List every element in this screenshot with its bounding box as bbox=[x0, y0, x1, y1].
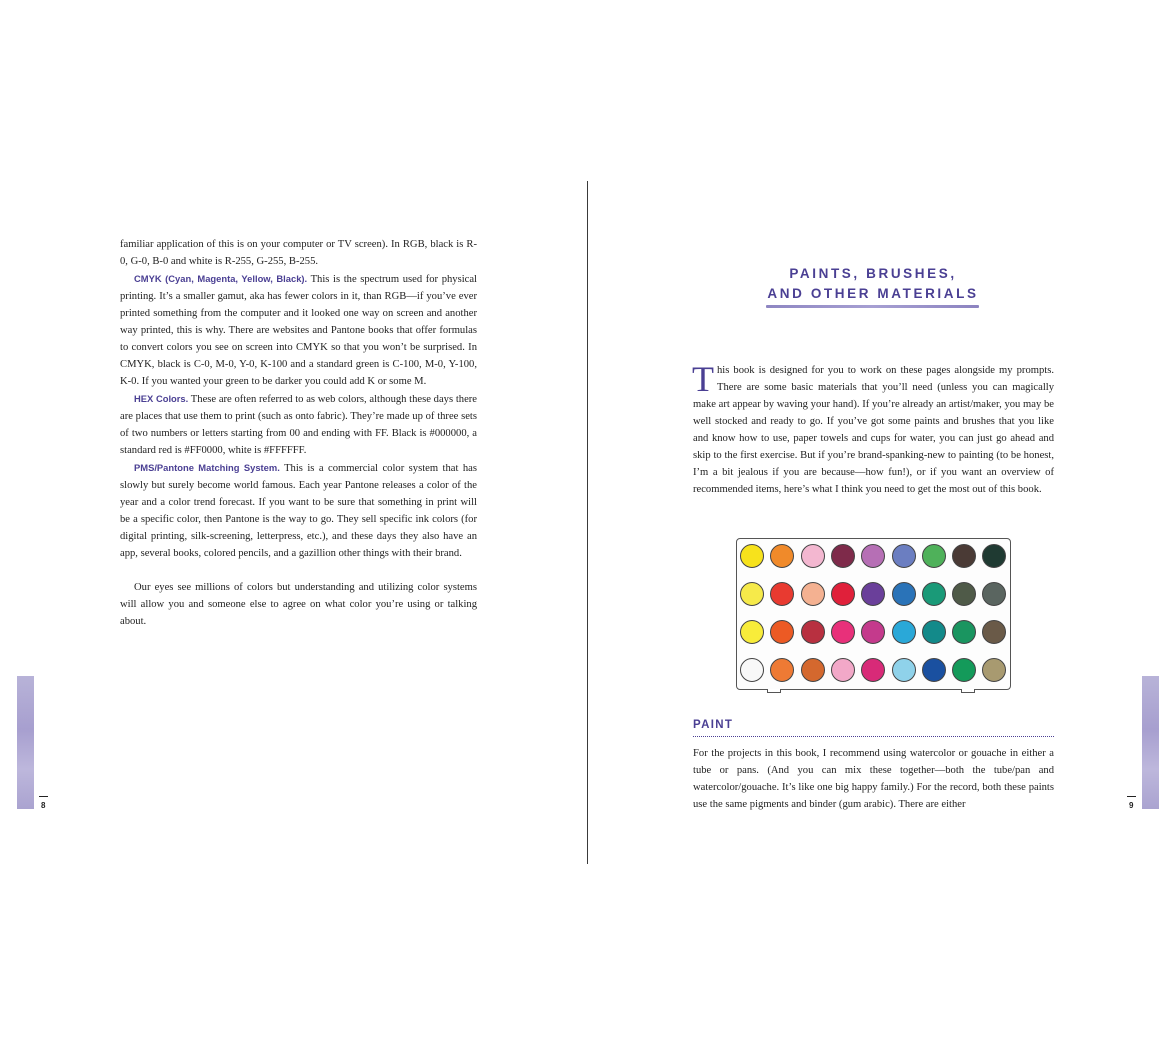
paint-swatch bbox=[982, 582, 1006, 606]
right-folio-rule bbox=[1127, 796, 1136, 797]
left-paragraph-hex: HEX Colors. These are often referred to as web colors, although these days there are places that use them to print (such as onto fabric). They’re made up of three sets of two numbers or letters starting from 00 and ending with FF. Black is #000000, a standard red is #FF0000, white is #FFFFFF. bbox=[120, 393, 477, 456]
paint-swatch bbox=[770, 620, 794, 644]
paint-swatch bbox=[892, 658, 916, 682]
paint-swatch bbox=[831, 544, 855, 568]
left-folio-rule bbox=[39, 796, 48, 797]
paint-swatch bbox=[740, 658, 764, 682]
left-paragraph-closing: Our eyes see millions of colors but understanding and utilizing color systems will allow you and someone else to agree on what color you’re using or talking about. bbox=[120, 582, 477, 627]
paint-swatch bbox=[892, 544, 916, 568]
term-pms: PMS/Pantone Matching System. bbox=[134, 462, 280, 473]
paint-swatch bbox=[801, 544, 825, 568]
paint-swatch bbox=[801, 582, 825, 606]
palette-foot-right bbox=[961, 689, 975, 693]
right-edge-tab bbox=[1142, 676, 1159, 809]
paint-swatch bbox=[831, 658, 855, 682]
paint-swatch bbox=[922, 544, 946, 568]
intro-paragraph bbox=[692, 359, 1054, 498]
paint-swatch bbox=[861, 658, 885, 682]
paint-swatch bbox=[922, 620, 946, 644]
paint-swatch bbox=[740, 620, 764, 644]
chapter-title-line-1: PAINTS, BRUSHES, bbox=[789, 266, 957, 281]
left-page-number: 8 bbox=[41, 801, 46, 810]
watercolor-palette-illustration bbox=[736, 538, 1011, 690]
paint-swatch bbox=[892, 582, 916, 606]
paint-swatch bbox=[892, 620, 916, 644]
paint-swatch bbox=[952, 582, 976, 606]
paint-swatch bbox=[922, 658, 946, 682]
left-edge-tab bbox=[17, 676, 34, 809]
paint-swatch bbox=[982, 620, 1006, 644]
paint-section-text: For the projects in this book, I recommend using watercolor or gouache in either a tube or pans. (And you can mix these together—both the tube/pan and watercolor/gouache. It’s like one big happy family.) For the record, both these paints use the same pigments and binder (gum arabic). There are either bbox=[693, 748, 1054, 810]
left-paragraph-pms: PMS/Pantone Matching System. This is a commercial color system that has slowly but surely become world famous. Each year Pantone releases a color of the year and a color trend forecast. If you want to be sure that something in print will be a specific color, then Pantone is the way to go. They sell specific ink colors (for digital printing, silk-screening, letterpress, etc.), and these days they also have an app, several books, colored pencils, and a gazillion other things with their brand. bbox=[120, 462, 477, 559]
paint-swatch bbox=[982, 658, 1006, 682]
paint-swatch bbox=[770, 658, 794, 682]
paint-swatch bbox=[982, 544, 1006, 568]
chapter-title bbox=[740, 264, 1006, 304]
paint-swatch bbox=[801, 620, 825, 644]
intro-text: his book is designed for you to work on these pages alongside my prompts. There are some basic materials that you’ll need (unless you can magically make art appear by waving your hand). If you’re already an artist/maker, you may be well stocked and ready to go. If you’ve got some paints and brushes that you like and know how to use, paper towels and cups for water, you can just go ahead and skip to the first exercise. But if you’re brand-spanking-new to painting (to be honest, I’m a bit jealous if you are because—how fun!), or if you want an overview of recommended items, here’s what I think you need to get the most out of this book. bbox=[693, 365, 1054, 495]
paint-swatch bbox=[801, 658, 825, 682]
palette-foot-left bbox=[767, 689, 781, 693]
paint-swatch bbox=[831, 582, 855, 606]
drop-cap: T bbox=[692, 359, 714, 399]
paint-swatch bbox=[861, 544, 885, 568]
term-hex: HEX Colors. bbox=[134, 393, 189, 404]
paint-swatch bbox=[831, 620, 855, 644]
chapter-title-underline bbox=[766, 305, 979, 308]
paint-swatch bbox=[952, 658, 976, 682]
left-page-text bbox=[120, 236, 477, 630]
paint-swatch bbox=[861, 620, 885, 644]
paint-swatch bbox=[740, 582, 764, 606]
paint-swatch bbox=[861, 582, 885, 606]
book-spine bbox=[587, 181, 588, 864]
left-paragraph-cmyk: CMYK (Cyan, Magenta, Yellow, Black). This is the spectrum used for physical printing. It’s a smaller gamut, aka has fewer colors in it, than RGB—if you’ve ever printed something from the computer and it looked one way on screen and another way printed, this is why. There are websites and Pantone books that offer formulas to convert colors you see on screen into CMYK so that you won’t be surprised. In CMYK, black is C-0, M-0, Y-0, K-100 and a standard green is C-100, M-0, Y-100, K-0. If you wanted your green to be darker you could add K or some M. bbox=[120, 273, 477, 387]
term-cmyk: CMYK (Cyan, Magenta, Yellow, Black). bbox=[134, 273, 308, 284]
paint-swatch bbox=[922, 582, 946, 606]
right-page-number: 9 bbox=[1129, 801, 1134, 810]
chapter-title-line-2: AND OTHER MATERIALS bbox=[767, 286, 979, 301]
section-heading-paint: PAINT bbox=[693, 719, 734, 731]
paint-swatch bbox=[952, 544, 976, 568]
paint-swatch bbox=[770, 544, 794, 568]
section-dotted-rule bbox=[693, 736, 1054, 737]
left-paragraph-1: familiar application of this is on your computer or TV screen). In RGB, black is R-0, G-0, B-0 and white is R-255, G-255, B-255. bbox=[120, 239, 477, 267]
paint-swatch bbox=[952, 620, 976, 644]
paint-swatch bbox=[740, 544, 764, 568]
paint-swatch bbox=[770, 582, 794, 606]
